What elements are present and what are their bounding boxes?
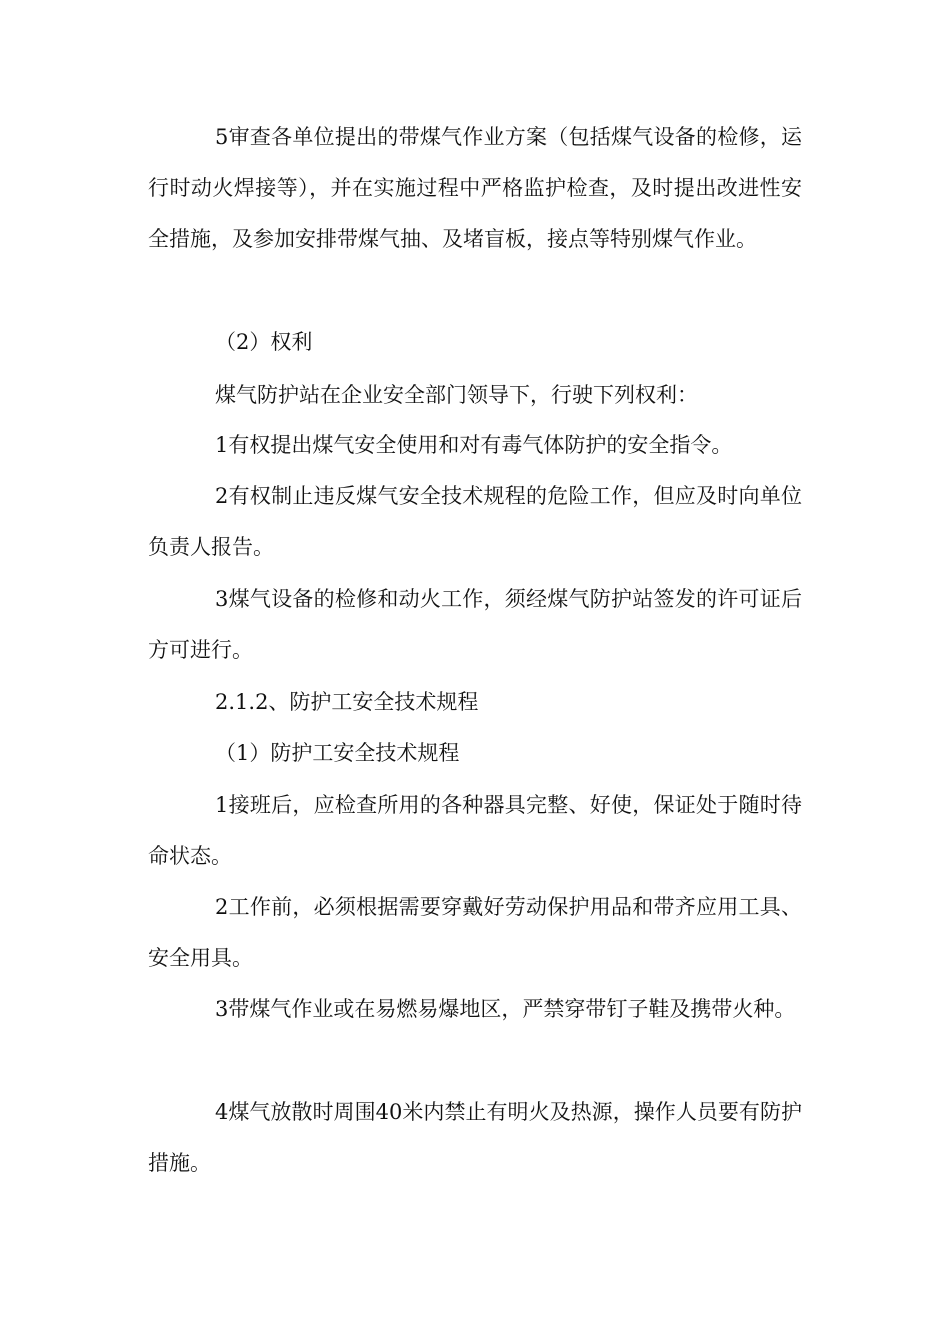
paragraph-rule-4: 4煤气放散时周围40米内禁止有明火及热源，操作人员要有防护措施。 (148, 1100, 802, 1175)
paragraph-right-3: 3煤气设备的检修和动火工作，须经煤气防护站签发的许可证后方可进行。 (148, 587, 802, 662)
paragraph-right-2: 2有权制止违反煤气安全技术规程的危险工作，但应及时向单位负责人报告。 (148, 484, 802, 559)
paragraph-rights-intro: 煤气防护站在企业安全部门领导下，行驶下列权利： (215, 383, 698, 407)
paragraph-right-1: 1有权提出煤气安全使用和对有毒气体防护的安全指令。 (215, 433, 733, 457)
paragraph-rule-3: 3带煤气作业或在易燃易爆地区，严禁穿带钉子鞋及携带火种。 (215, 997, 796, 1021)
paragraph-duty-5: 5审查各单位提出的带煤气作业方案（包括煤气设备的检修，运行时动火焊接等），并在实施过程中严格监护检查，及时提出改进性安全措施，及参加安排带煤气抽、及堵盲板，接点等特别煤气作业。 (148, 125, 802, 251)
section-heading-rights: （2）权利 (215, 330, 313, 354)
paragraph-rule-2: 2工作前，必须根据需要穿戴好劳动保护用品和带齐应用工具、安全用具。 (148, 895, 802, 970)
section-heading-2-1-2: 2.1.2、防护工安全技术规程 (215, 690, 479, 714)
paragraph-rule-1: 1接班后，应检查所用的各种器具完整、好使，保证处于随时待命状态。 (148, 793, 802, 868)
section-heading-protection-rules: （1）防护工安全技术规程 (215, 741, 460, 765)
